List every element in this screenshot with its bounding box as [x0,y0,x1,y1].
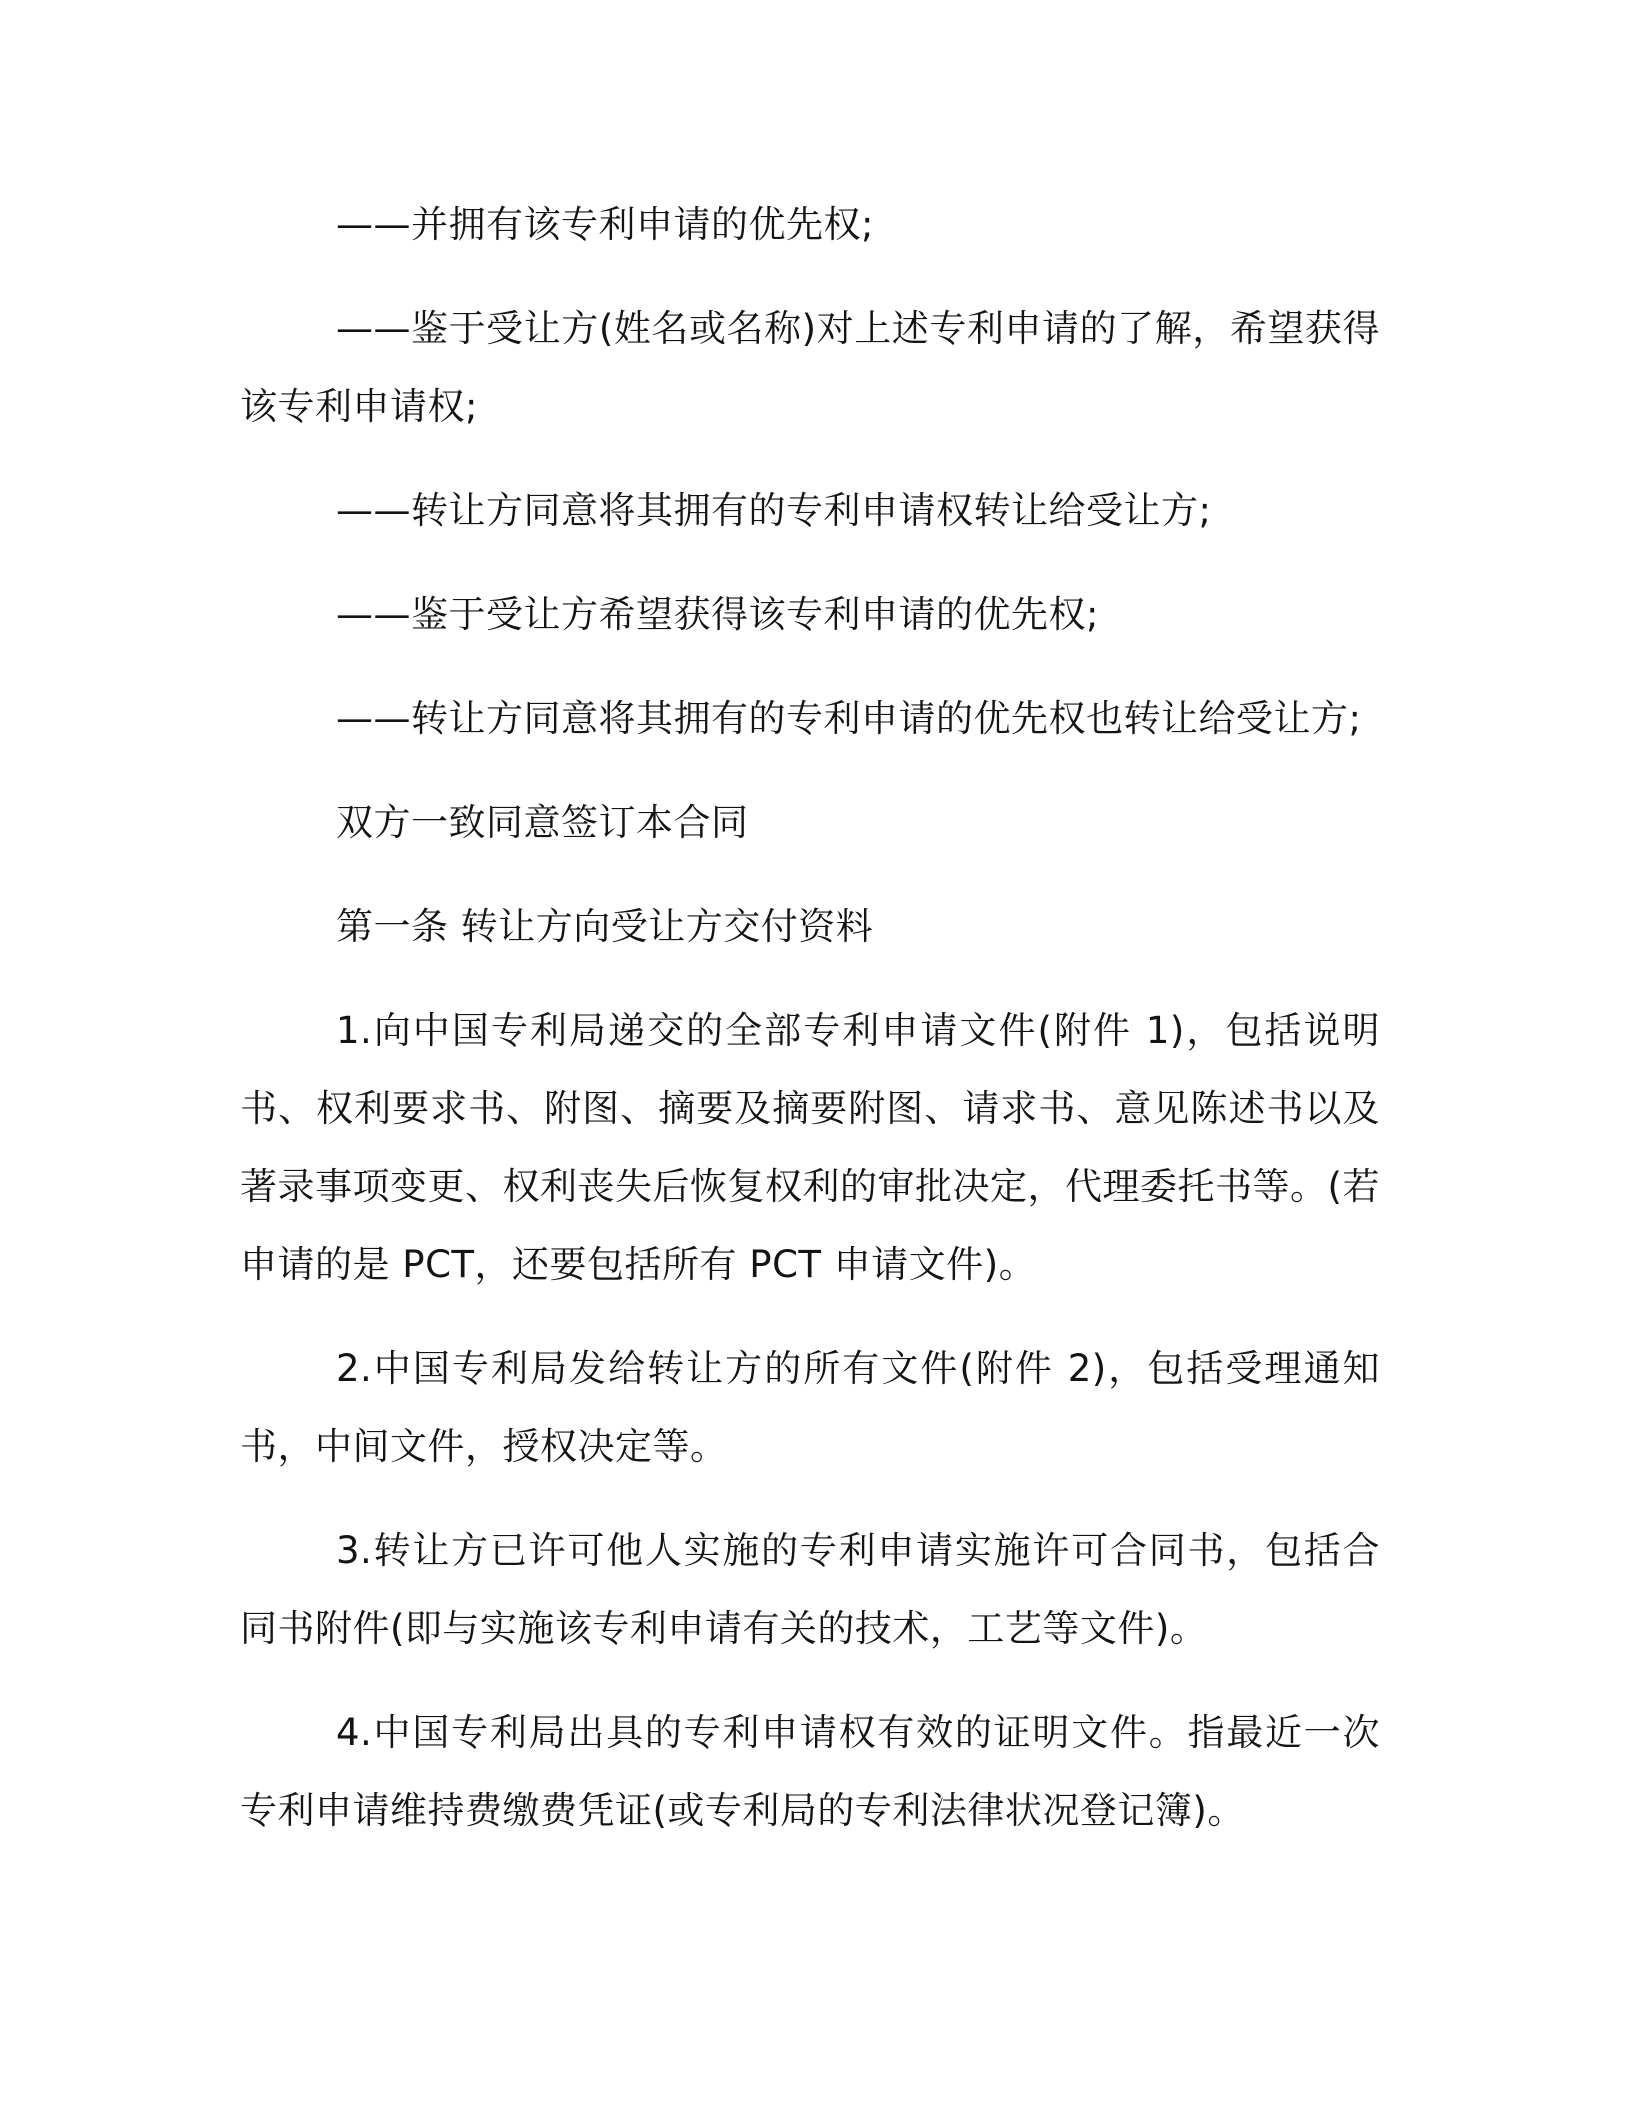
article-one-heading: 第一条 转让方向受让方交付资料 [336,905,874,948]
paragraph-assignor-agree-right: ——转让方同意将其拥有的专利申请权转让给受让方; [336,489,1212,532]
paragraph-priority-right: ——并拥有该专利申请的优先权; [336,203,874,246]
clause-2: 2.中国专利局发给转让方的所有文件(附件 2)，包括受理通知书，中间文件，授权决定等。 [240,1347,1380,1468]
clause-1: 1.向中国专利局递交的全部专利申请文件(附件 1)，包括说明书、权利要求书、附图、摘要及摘要附图、请求书、意见陈述书以及著录事项变更、权利丧失后恢复权利的审批决定，代理委托书等。(若申请的是 PCT，还要包括所有 PCT 申请文件)。 [240,1009,1380,1286]
paragraph-assignee-wish: ——鉴于受让方(姓名或名称)对上述专利申请的了解，希望获得该专利申请权; [240,307,1380,428]
paragraph-mutual-agreement: 双方一致同意签订本合同 [336,801,749,844]
clause-4: 4.中国专利局出具的专利申请权有效的证明文件。指最近一次专利申请维持费缴费凭证(或专利局的专利法律状况登记簿)。 [240,1711,1380,1832]
paragraph-assignor-agree-priority: ——转让方同意将其拥有的专利申请的优先权也转让给受让方; [336,697,1362,740]
document-body [240,186,1380,1850]
clause-3: 3.转让方已许可他人实施的专利申请实施许可合同书，包括合同书附件(即与实施该专利申请有关的技术，工艺等文件)。 [240,1529,1380,1650]
paragraph-assignee-priority-wish: ——鉴于受让方希望获得该专利申请的优先权; [336,593,1099,636]
